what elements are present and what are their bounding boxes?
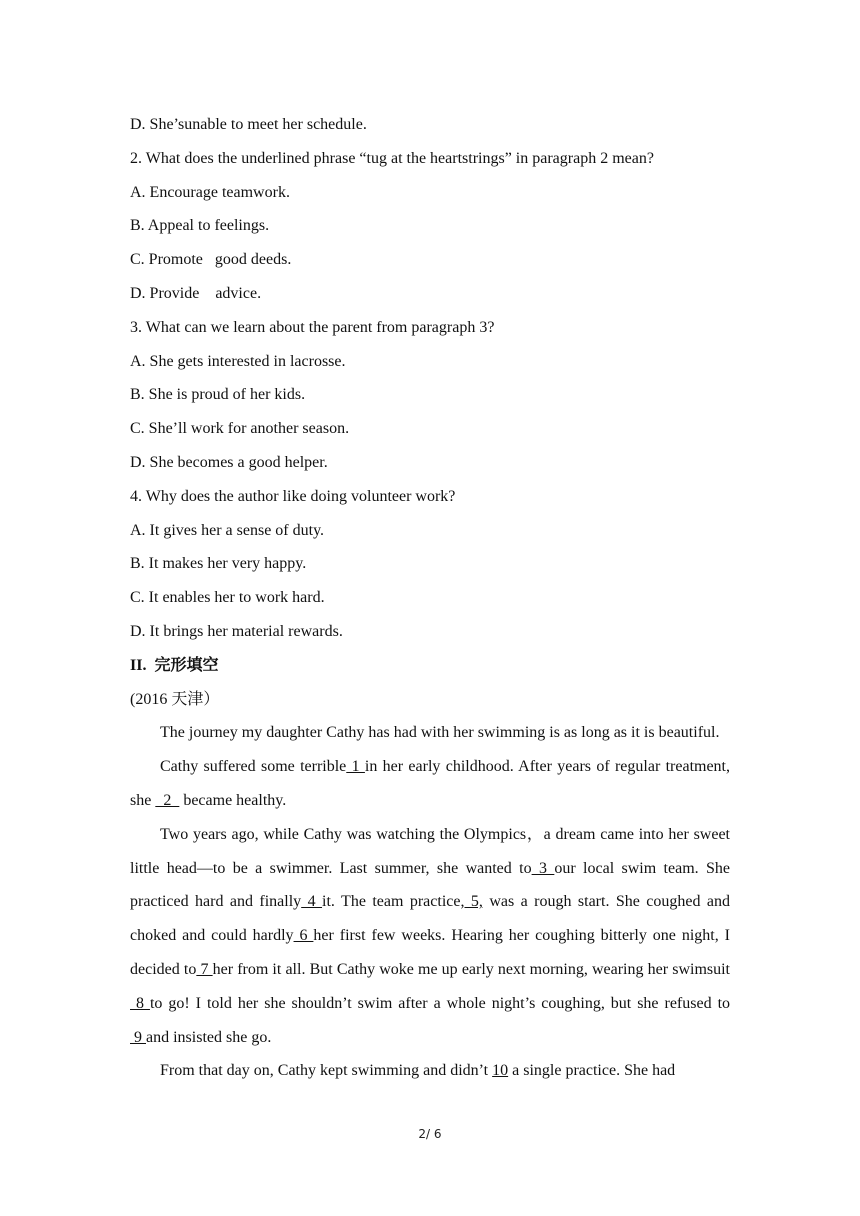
option-2b: B. Appeal to feelings. xyxy=(130,217,270,235)
p3-text-d: was a rough start. She coughed and choked and could hardly xyxy=(130,893,731,945)
question-3: 3. What can we learn about the parent from paragraph 3? xyxy=(130,318,495,336)
question-4: 4. Why does the author like doing volunteer work? xyxy=(130,487,456,505)
passage-paragraph-4 xyxy=(130,1054,730,1088)
p4-text-a: From that day on, Cathy kept swimming and didn’t xyxy=(160,1062,493,1080)
option-1d: D. She’sunable to meet her schedule. xyxy=(130,116,367,133)
p3-text-c: it. The team practice, xyxy=(322,893,465,911)
section-title: II. 完形填空 xyxy=(130,656,219,674)
p3-text-a: Two years ago, while Cathy was watching the Olympics，a dream came into her sweet little head—to be a swimmer. Last summer, she wanted to xyxy=(130,825,730,877)
option-3b: B. She is proud of her kids. xyxy=(130,386,306,404)
p2-text-d: became healthy. xyxy=(179,791,287,809)
p2-text-c: in her early childhood. After years of regular treatment, she xyxy=(130,758,731,809)
p2-text-a: Cathy suffered some terrible xyxy=(160,758,347,776)
option-4d: D. It brings her material rewards. xyxy=(130,622,343,640)
option-3c: C. She’ll work for another season. xyxy=(130,420,350,438)
p4-text-b: a single practice. She had xyxy=(508,1062,676,1080)
section-source: (2016 天津） xyxy=(130,690,220,708)
p3-text-g: to go! I told her she shouldn’t swim after a whole night’s coughing, but she refused to xyxy=(149,994,731,1012)
option-2a: A. Encourage teamwork. xyxy=(130,183,290,201)
blank-1: 1 xyxy=(346,758,365,776)
question-2: 2. What does the underlined phrase “tug at the heartstrings” in paragraph 2 mean? xyxy=(130,149,654,167)
blank-7: 7 xyxy=(196,960,213,978)
blank-8: 8 xyxy=(130,994,150,1012)
p3-text-f: her from it all. But Cathy woke me up early next morning, wearing her swimsuit xyxy=(212,960,731,978)
blank-9: 9 xyxy=(130,1028,146,1046)
option-4b: B. It makes her very happy. xyxy=(130,555,307,573)
passage-paragraph-2 xyxy=(130,750,730,818)
blank-6: 6 xyxy=(293,927,314,945)
passage-paragraph-3 xyxy=(130,818,730,1055)
page-content xyxy=(130,108,730,1088)
option-3d: D. She becomes a good helper. xyxy=(130,453,328,471)
option-2d: D. Provide advice. xyxy=(130,284,262,302)
option-2c: C. Promote good deeds. xyxy=(130,251,292,269)
p3-text-b: our local swim team. She practiced hard and finally xyxy=(130,859,731,911)
blank-10: 10 xyxy=(492,1062,509,1080)
p3-text-h: and insisted she go. xyxy=(146,1028,272,1046)
option-3a: A. She gets interested in lacrosse. xyxy=(130,352,346,370)
option-4c: C. It enables her to work hard. xyxy=(130,589,325,607)
passage-paragraph-1: The journey my daughter Cathy has had with her swimming is as long as it is beautiful. xyxy=(160,724,720,742)
blank-5: 5, xyxy=(464,893,483,911)
option-4a: A. It gives her a sense of duty. xyxy=(130,521,325,539)
blank-3: 3 xyxy=(531,859,555,877)
p3-text-e: her first few weeks. Hearing her coughing bitterly one night, I decided to xyxy=(130,927,730,978)
page-number: 2/ 6 xyxy=(418,1127,442,1141)
blank-4: 4 xyxy=(301,893,323,911)
blank-2: 2 xyxy=(155,791,180,809)
